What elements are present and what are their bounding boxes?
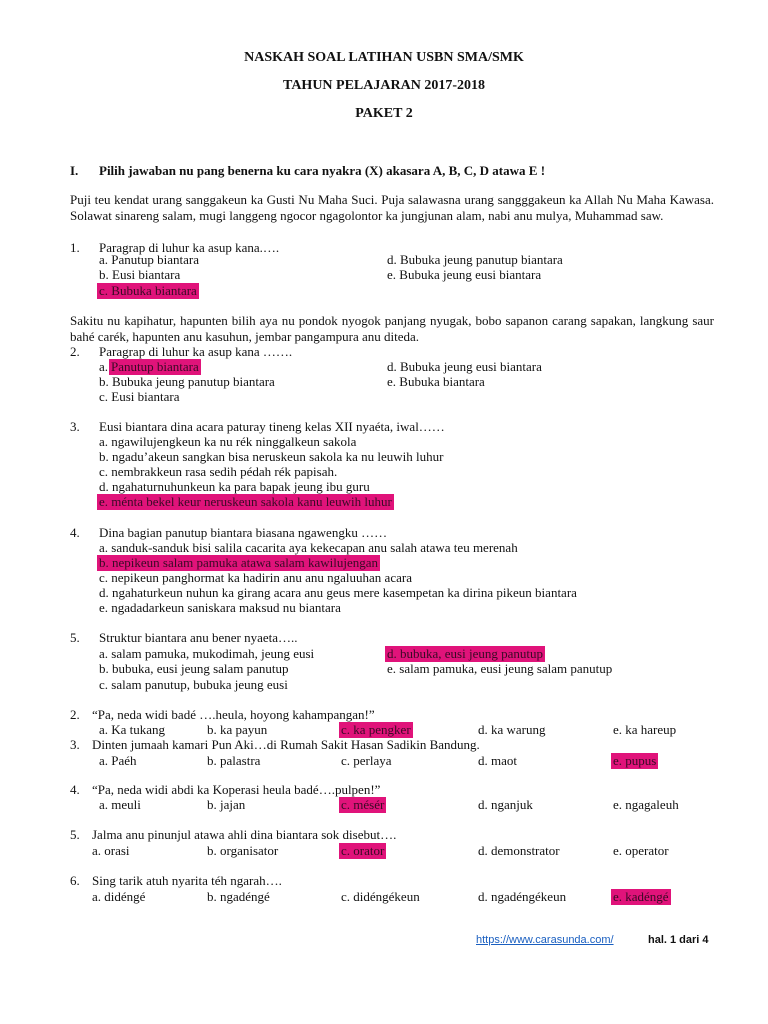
q7-stem: Dinten jumaah kamari Pun Aki…di Rumah Sakit Hasan Sadikin Bandung.	[92, 737, 480, 752]
q6-option-a: a. Ka tukang	[99, 722, 166, 737]
q1-option-c-answer: c. Bubuka biantara	[99, 283, 197, 298]
q2-option-a-answer: Panutup biantara	[111, 359, 199, 374]
q4-option-c: c. nepikeun panghormat ka hadirin anu anu ngaluuhan acara	[99, 570, 412, 585]
q10-option-d: d. ngadéngékeun	[478, 889, 567, 904]
q3-option-c: c. nembrakkeun rasa sedih pédah rék papisah.	[99, 464, 338, 479]
doc-year: TAHUN PELAJARAN 2017-2018	[283, 78, 485, 93]
q4-option-a: a. sanduk-sanduk bisi salila cacarita aya kekecapan anu salah atawa teu merenah	[99, 540, 518, 555]
q8-option-c-answer: c. mésér	[341, 797, 385, 812]
q1-option-d: d. Bubuka jeung panutup biantara	[387, 252, 563, 267]
q4-option-b-answer: b. nepikeun salam pamuka atawa salam kawilujengan	[99, 555, 379, 570]
q4-stem: Dina bagian panutup biantara biasana ngawengku ……	[99, 525, 388, 540]
q9-option-e: e. operator	[613, 843, 669, 858]
q8-option-d: d. nganjuk	[478, 797, 533, 812]
q7-option-e-answer: e. pupus	[613, 753, 657, 768]
q3-stem: Eusi biantara dina acara paturay tineng kelas XII nyaéta, iwal……	[99, 419, 445, 434]
q2-option-b: b. Bubuka jeung panutup biantara	[99, 374, 275, 389]
q2-option-e: e. Bubuka biantara	[387, 374, 485, 389]
footer-link[interactable]: https://www.carasunda.com/	[476, 934, 614, 946]
q3-option-e-answer: e. ménta bekel keur neruskeun sakola kanu leuwih luhur	[99, 494, 392, 509]
q10-number: 6.	[70, 873, 80, 888]
q2-option-d: d. Bubuka jeung eusi biantara	[387, 359, 542, 374]
q6-option-b: b. ka payun	[207, 722, 268, 737]
passage-opening: Puji teu kendat urang sanggakeun ka Gusti Nu Maha Suci. Puja salawasna urang sangggakeun ka Allah Nu Maha Kawasa. Solawat sinareng salam, mugi langgeng ngocor ngagolontor ka jungjunan alam, nabi anu mulya, Muhammad saw.	[70, 192, 714, 223]
page-number: hal. 1 dari 4	[648, 934, 709, 946]
instruction-text: Pilih jawaban nu pang benerna ku cara nyakra (X) akasara A, B, C, D atawa E !	[99, 163, 546, 178]
q8-option-a: a. meuli	[99, 797, 141, 812]
doc-packet: PAKET 2	[355, 106, 413, 121]
q9-option-a: a. orasi	[92, 843, 130, 858]
q7-option-a: a. Paéh	[99, 753, 137, 768]
q9-option-d: d. demonstrator	[478, 843, 560, 858]
q6-number: 2.	[70, 707, 80, 722]
q9-stem: Jalma anu pinunjul atawa ahli dina biantara sok disebut….	[92, 827, 397, 842]
q6-option-d: d. ka warung	[478, 722, 546, 737]
q3-number: 3.	[70, 419, 80, 434]
q5-option-c: c. salam panutup, bubuka jeung eusi	[99, 677, 288, 692]
q10-option-b: b. ngadéngé	[207, 889, 270, 904]
passage-closing: Sakitu nu kapihatur, hapunten bilih aya nu pondok nyogok panjang nyugak, bobo sapanon carang sapakan, langkung saur bahé carék, hapunten anu kasuhun, jembar pangampura anu diteda.	[70, 313, 714, 344]
q10-option-c: c. didéngékeun	[341, 889, 420, 904]
q4-number: 4.	[70, 525, 80, 540]
q3-option-a: a. ngawilujengkeun ka nu rék ninggalkeun sakola	[99, 434, 357, 449]
instruction-number: I.	[70, 163, 79, 178]
q3-option-d: d. ngahaturnuhunkeun ka para bapak jeung ibu guru	[99, 479, 370, 494]
q2-option-c: c. Eusi biantara	[99, 389, 180, 404]
q2-stem: Paragrap di luhur ka asup kana …….	[99, 344, 293, 359]
q2-number: 2.	[70, 344, 80, 359]
q9-number: 5.	[70, 827, 80, 842]
q5-option-e: e. salam pamuka, eusi jeung salam panutup	[387, 661, 613, 676]
q1-option-a: a. Panutup biantara	[99, 252, 199, 267]
q8-stem: “Pa, neda widi abdi ka Koperasi heula badé….pulpen!”	[92, 782, 381, 797]
q6-option-c-answer: c. ka pengker	[341, 722, 411, 737]
q8-option-b: b. jajan	[207, 797, 246, 812]
q5-stem: Struktur biantara anu bener nyaeta…..	[99, 630, 298, 645]
q1-number: 1.	[70, 240, 80, 255]
q8-number: 4.	[70, 782, 80, 797]
q3-option-b: b. ngadu’akeun sangkan bisa neruskeun sakola ka nu leuwih luhur	[99, 449, 444, 464]
q6-stem: “Pa, neda widi badé ….heula, hoyong kahampangan!”	[92, 707, 375, 722]
q10-option-a: a. didéngé	[92, 889, 146, 904]
q2-option-a-prefix: a.	[99, 359, 109, 374]
q6-option-e: e. ka hareup	[613, 722, 677, 737]
q1-option-e: e. Bubuka jeung eusi biantara	[387, 267, 542, 282]
q5-option-a: a. salam pamuka, mukodimah, jeung eusi	[99, 646, 315, 661]
q9-option-c-answer: c. orator	[341, 843, 385, 858]
q7-option-d: d. maot	[478, 753, 517, 768]
q1-stem: Paragrap di luhur ka asup kana.….	[99, 240, 280, 255]
q7-option-c: c. perlaya	[341, 753, 392, 768]
q4-option-d: d. ngahaturkeun nuhun ka girang acara anu geus mere kasempetan ka dirina pikeun biantara	[99, 585, 577, 600]
q1-option-b: b. Eusi biantara	[99, 267, 181, 282]
q9-option-b: b. organisator	[207, 843, 279, 858]
q10-stem: Sing tarik atuh nyarita téh ngarah….	[92, 873, 282, 888]
q5-option-d-answer: d. bubuka, eusi jeung panutup	[387, 646, 543, 661]
q4-option-e: e. ngadadarkeun saniskara maksud nu biantara	[99, 600, 341, 615]
q7-number: 3.	[70, 737, 80, 752]
q10-option-e-answer: e. kadéngé	[613, 889, 669, 904]
q5-number: 5.	[70, 630, 80, 645]
q7-option-b: b. palastra	[207, 753, 261, 768]
q8-option-e: e. ngagaleuh	[613, 797, 679, 812]
doc-title: NASKAH SOAL LATIHAN USBN SMA/SMK	[244, 50, 524, 65]
q5-option-b: b. bubuka, eusi jeung salam panutup	[99, 661, 289, 676]
